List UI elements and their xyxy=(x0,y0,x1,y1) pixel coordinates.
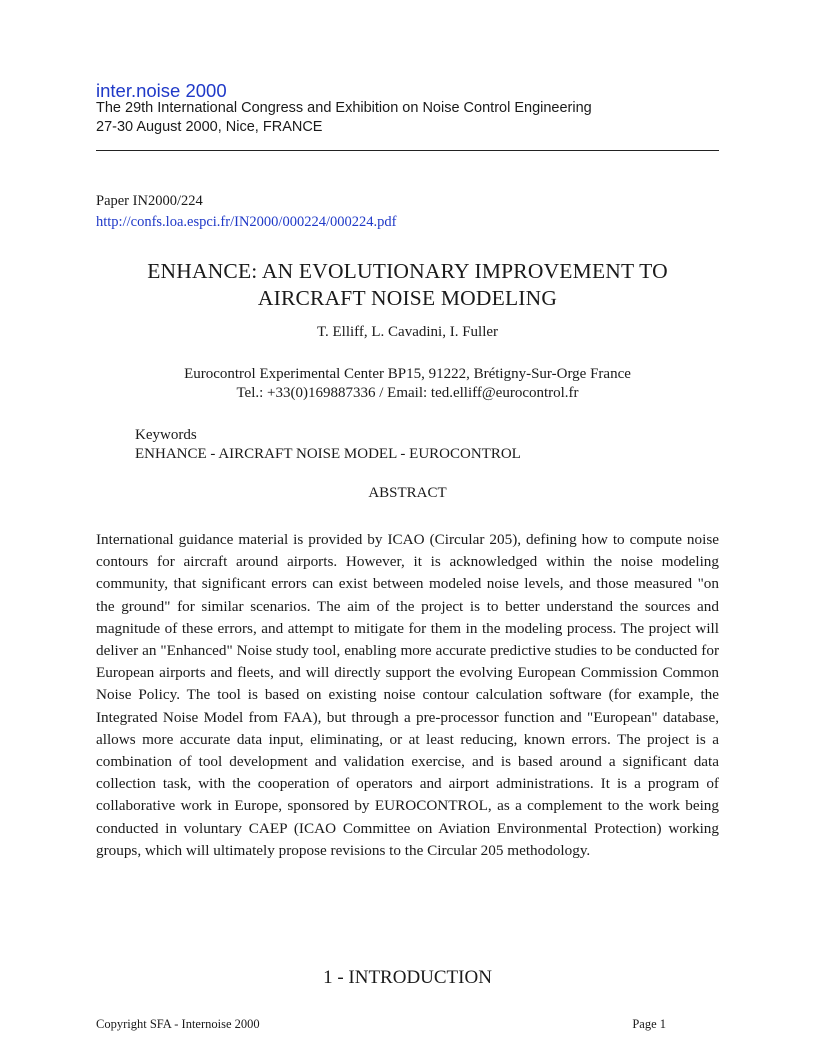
keywords-values: ENHANCE - AIRCRAFT NOISE MODEL - EUROCONTROL xyxy=(135,446,521,462)
footer-page-number: Page 1 xyxy=(632,1017,666,1031)
paper-url-link[interactable]: http://confs.loa.espci.fr/IN2000/000224/000224.pdf xyxy=(96,214,397,230)
paper-title xyxy=(96,258,719,312)
abstract-body: International guidance material is provided by ICAO (Circular 205), defining how to compute noise contours for aircraft around airports. However, it is acknowledged within the noise modeling community, that significant errors can exist between modeled noise levels, and those measured "on the ground" for similar scenarios. The aim of the project is to better understand the sources and magnitude of these errors, and attempt to mitigate for them in the modeling process. The project will deliver an "Enhanced" Noise study tool, enabling more accurate predictive studies to be conducted for European airports and fleets, and will directly support the evolving European Commission Common Noise Policy. The tool is based on existing noise contour calculation software (for example, the Integrated Noise Model from FAA), but through a pre-processor function and "European" database, allows more accurate data input, eliminating, or at least reducing, known errors. The project is a combination of tool development and validation exercise, and is based around a significant data collection task, with the cooperation of operators and airport administrations. It is a program of collaborative work in Europe, sponsored by EUROCONTROL, as a complement to the work being conducted in voluntary CAEP (ICAO Committee on Aviation Environmental Protection) working groups, which will ultimately propose revisions to the Circular 205 methodology. xyxy=(96,531,719,859)
authors: T. Elliff, L. Cavadini, I. Fuller xyxy=(316,324,499,340)
paper-id: Paper IN2000/224 xyxy=(96,193,203,209)
keywords-label: Keywords xyxy=(135,427,197,443)
header-divider xyxy=(96,150,719,151)
affiliation-line-1: Eurocontrol Experimental Center BP15, 91222, Brétigny-Sur-Orge France xyxy=(184,366,631,382)
conference-dates-location: 27-30 August 2000, Nice, FRANCE xyxy=(96,119,323,135)
footer-copyright: Copyright SFA - Internoise 2000 xyxy=(96,1017,260,1031)
paper-title-line-1: ENHANCE: AN EVOLUTIONARY IMPROVEMENT TO xyxy=(147,259,668,283)
conference-name: inter.noise 2000 xyxy=(96,80,227,101)
section-heading-introduction: 1 - INTRODUCTION xyxy=(323,967,492,988)
paper-title-line-2: AIRCRAFT NOISE MODELING xyxy=(257,286,558,310)
affiliation-line-2: Tel.: +33(0)169887336 / Email: ted.elliff@eurocontrol.fr xyxy=(236,385,579,401)
abstract-heading: ABSTRACT xyxy=(368,485,447,501)
congress-title: The 29th International Congress and Exhibition on Noise Control Engineering xyxy=(96,100,592,116)
